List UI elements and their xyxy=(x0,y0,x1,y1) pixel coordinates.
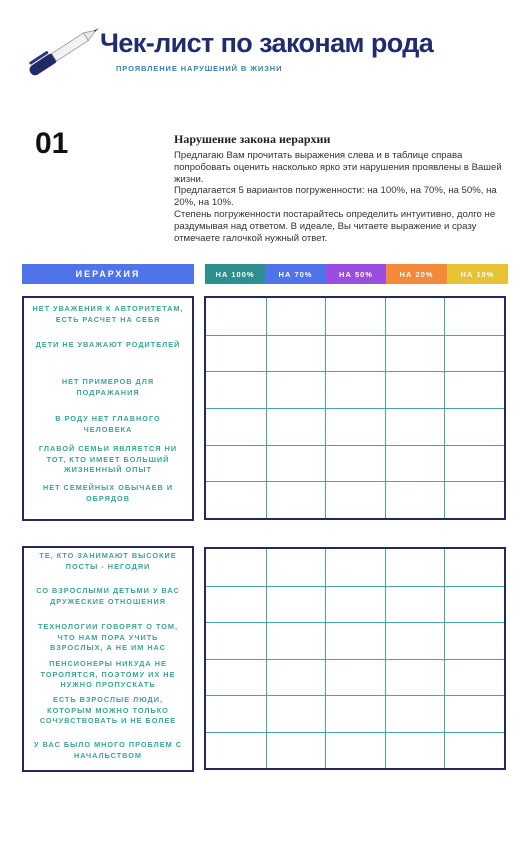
rating-cell[interactable] xyxy=(325,659,385,696)
rating-cell[interactable] xyxy=(385,408,445,445)
column-header-20: НА 20% xyxy=(386,264,447,284)
statement-item: СО ВЗРОСЛЫМИ ДЕТЬМИ У ВАС ДРУЖЕСКИЕ ОТНОШЕНИЯ xyxy=(36,586,180,606)
section-description xyxy=(174,150,514,244)
rating-cell[interactable] xyxy=(385,445,445,482)
rating-cell[interactable] xyxy=(206,445,266,482)
column-header-70: НА 70% xyxy=(265,264,326,284)
rating-cell[interactable] xyxy=(206,408,266,445)
column-header-10: НА 10% xyxy=(447,264,508,284)
rating-cell[interactable] xyxy=(444,481,504,518)
rating-cell[interactable] xyxy=(385,622,445,659)
rating-cell[interactable] xyxy=(206,622,266,659)
rating-cell[interactable] xyxy=(325,695,385,732)
rating-cell[interactable] xyxy=(206,659,266,696)
statement-item: В РОДУ НЕТ ГЛАВНОГО ЧЕЛОВЕКА xyxy=(55,414,161,434)
grid-column-divider xyxy=(325,298,326,518)
statement-item: НЕТ ПРИМЕРОВ ДЛЯ ПОДРАЖАНИЯ xyxy=(61,377,155,397)
rating-cell[interactable] xyxy=(444,732,504,769)
rating-cell[interactable] xyxy=(385,298,445,335)
rating-cell[interactable] xyxy=(444,622,504,659)
rating-cell[interactable] xyxy=(385,732,445,769)
rating-cell[interactable] xyxy=(325,335,385,372)
statements-box-2 xyxy=(22,546,194,772)
description-paragraph: Предлагается 5 вариантов погруженности: на 100%, на 70%, на 50%, на 20%, на 10%. xyxy=(174,185,497,209)
rating-cell[interactable] xyxy=(266,695,326,732)
rating-cell[interactable] xyxy=(206,298,266,335)
grid-column-divider xyxy=(444,298,445,518)
section-number: 01 xyxy=(35,127,69,160)
statement-item: У ВАС БЫЛО МНОГО ПРОБЛЕМ С НАЧАЛЬСТВОМ xyxy=(34,740,182,760)
rating-cell[interactable] xyxy=(206,732,266,769)
rating-cell[interactable] xyxy=(266,408,326,445)
rating-cell[interactable] xyxy=(325,586,385,623)
rating-cell[interactable] xyxy=(266,371,326,408)
page-title: Чек-лист по законам рода xyxy=(100,28,434,58)
rating-cell[interactable] xyxy=(444,659,504,696)
rating-cell[interactable] xyxy=(266,659,326,696)
rating-cell[interactable] xyxy=(385,695,445,732)
statement-item: НЕТ УВАЖЕНИЯ К АВТОРИТЕТАМ, ЕСТЬ РАСЧЕТ НА СЕБЯ xyxy=(32,304,184,324)
rating-cell[interactable] xyxy=(385,371,445,408)
rating-cell[interactable] xyxy=(266,586,326,623)
rating-cell[interactable] xyxy=(385,549,445,586)
grid-column-divider xyxy=(444,549,445,768)
rating-cell[interactable] xyxy=(325,298,385,335)
rating-cell[interactable] xyxy=(325,549,385,586)
column-header-100: НА 100% xyxy=(205,264,265,284)
rating-cell[interactable] xyxy=(444,371,504,408)
grid-row-divider xyxy=(206,622,504,623)
rating-cell[interactable] xyxy=(444,549,504,586)
grid-column-divider xyxy=(385,549,386,768)
rating-grid-2 xyxy=(204,547,506,770)
description-paragraph: Степень погруженности постарайтесь определить интуитивно, долго не раздумывая над ответом. В идеале, Вы читаете выражение и сразу отмечаете галочкой нужный ответ. xyxy=(174,208,496,244)
grid-column-divider xyxy=(385,298,386,518)
rating-cell[interactable] xyxy=(444,586,504,623)
rating-cell[interactable] xyxy=(206,371,266,408)
rating-cell[interactable] xyxy=(266,732,326,769)
rating-cell[interactable] xyxy=(206,695,266,732)
grid-row-divider xyxy=(206,659,504,660)
column-header-50: НА 50% xyxy=(326,264,386,284)
rating-cell[interactable] xyxy=(325,445,385,482)
grid-row-divider xyxy=(206,586,504,587)
grid-row-divider xyxy=(206,481,504,482)
description-paragraph: Предлагаю Вам прочитать выражения слева и в таблице справа попробовать оценить насколько ярко эти нарушения проявлены в Вашей жизни. xyxy=(174,150,502,185)
statement-item: ГЛАВОЙ СЕМЬИ ЯВЛЯЕТСЯ НИ ТОТ, КТО ИМЕЕТ БОЛЬШИЙ ЖИЗНЕННЫЙ ОПЫТ xyxy=(38,444,178,474)
section-heading: Нарушение закона иерархии xyxy=(174,132,331,146)
rating-cell[interactable] xyxy=(385,481,445,518)
rating-cell[interactable] xyxy=(325,481,385,518)
rating-cell[interactable] xyxy=(266,445,326,482)
pen-icon xyxy=(18,20,108,82)
statement-item: НЕТ СЕМЕЙНЫХ ОБЫЧАЕВ И ОБРЯДОВ xyxy=(42,483,174,503)
rating-cell[interactable] xyxy=(325,408,385,445)
category-header: ИЕРАРХИЯ xyxy=(22,264,194,284)
statement-item: ТЕХНОЛОГИИ ГОВОРЯТ О ТОМ, ЧТО НАМ ПОРА УЧИТЬ ВЗРОСЛЫХ, А НЕ ИМ НАС xyxy=(37,622,179,652)
rating-cell[interactable] xyxy=(325,732,385,769)
rating-cell[interactable] xyxy=(266,335,326,372)
statement-item: ПЕНСИОНЕРЫ НИКУДА НЕ ТОРОПЯТСЯ, ПОЭТОМУ ИХ НЕ НУЖНО ПРОПУСКАТЬ xyxy=(40,659,176,689)
page-subtitle: ПРОЯВЛЕНИЕ НАРУШЕНИЙ В ЖИЗНИ xyxy=(116,64,283,73)
grid-row-divider xyxy=(206,732,504,733)
statement-item: ДЕТИ НЕ УВАЖАЮТ РОДИТЕЛЕЙ xyxy=(35,340,181,349)
rating-cell[interactable] xyxy=(266,622,326,659)
rating-cell[interactable] xyxy=(444,695,504,732)
rating-cell[interactable] xyxy=(266,298,326,335)
statements-box-1 xyxy=(22,296,194,521)
rating-cell[interactable] xyxy=(385,659,445,696)
rating-cell[interactable] xyxy=(444,445,504,482)
rating-cell[interactable] xyxy=(266,549,326,586)
rating-cell[interactable] xyxy=(325,371,385,408)
rating-cell[interactable] xyxy=(444,335,504,372)
grid-row-divider xyxy=(206,335,504,336)
grid-row-divider xyxy=(206,371,504,372)
rating-cell[interactable] xyxy=(206,335,266,372)
statement-item: ТЕ, КТО ЗАНИМАЮТ ВЫСОКИЕ ПОСТЫ - НЕГОДЯИ xyxy=(39,551,177,571)
grid-column-divider xyxy=(266,549,267,768)
grid-column-divider xyxy=(266,298,267,518)
rating-cell[interactable] xyxy=(444,298,504,335)
grid-row-divider xyxy=(206,445,504,446)
rating-cell[interactable] xyxy=(385,335,445,372)
rating-cell[interactable] xyxy=(206,549,266,586)
rating-cell[interactable] xyxy=(206,586,266,623)
grid-row-divider xyxy=(206,408,504,409)
rating-cell[interactable] xyxy=(266,481,326,518)
grid-row-divider xyxy=(206,695,504,696)
rating-cell[interactable] xyxy=(325,622,385,659)
rating-cell[interactable] xyxy=(444,408,504,445)
rating-cell[interactable] xyxy=(385,586,445,623)
statement-item: ЕСТЬ ВЗРОСЛЫЕ ЛЮДИ, КОТОРЫМ МОЖНО ТОЛЬКО СОЧУВСТВОВАТЬ И НЕ БОЛЕЕ xyxy=(39,695,177,725)
rating-cell[interactable] xyxy=(206,481,266,518)
grid-column-divider xyxy=(325,549,326,768)
rating-grid-1 xyxy=(204,296,506,520)
